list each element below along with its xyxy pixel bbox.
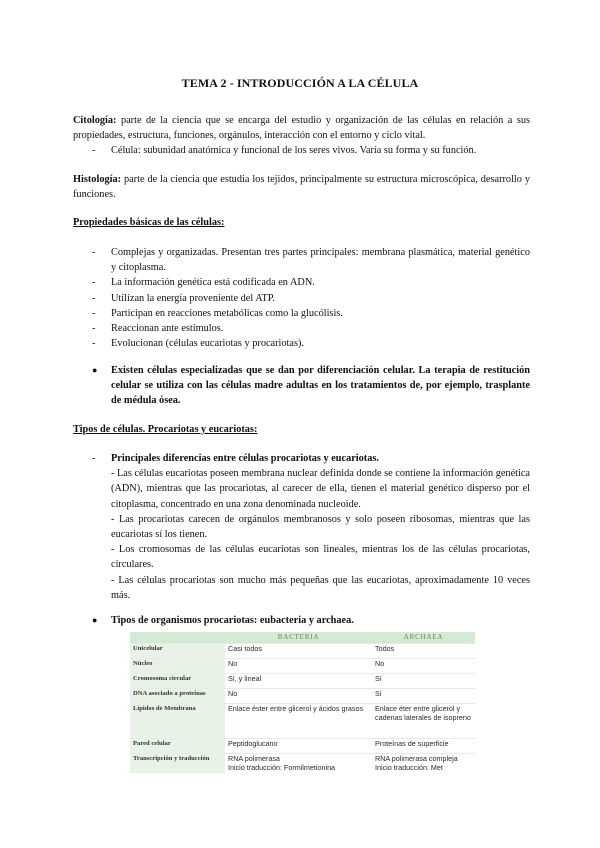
table-cell: No	[372, 659, 475, 674]
table-header-cell	[130, 632, 225, 644]
dash-marker: -	[92, 453, 96, 464]
table-cell: Enlace éter entre glicerol y cadenas laterales de isopreno	[372, 704, 475, 739]
histologia-paragraph	[73, 172, 530, 202]
propiedades-list	[73, 245, 530, 351]
row-label: Transcripción y traducción	[130, 754, 225, 774]
histologia-term: Histología:	[73, 174, 122, 185]
citologia-section	[73, 113, 530, 159]
list-item: - Las células eucariotas poseen membrana nuclear definida donde se contiene la información genética (ADN), mientras que las procariotas, al carecer de ella, tienen el material genético disperso por el citoplasma, concentrado en una zona denominada nucleoide.	[111, 468, 530, 510]
table-cell: No	[225, 689, 372, 704]
bullet-icon: ●	[92, 365, 98, 375]
propiedades-note	[73, 363, 530, 409]
citologia-sub-text: Célula: subunidad anatómica y funcional de los seres vivos. Varía su forma y su función.	[111, 145, 477, 157]
bullet-icon: ●	[92, 615, 98, 625]
table-cell: Sí, y lineal	[225, 674, 372, 689]
table-header-cell: BACTERIA	[225, 632, 372, 644]
list-item: - Evolucionan (células eucariotas y procariotas).	[92, 338, 304, 350]
tipos-differences	[73, 451, 530, 603]
table-cell: RNA polimerasa compleja Inicio traducción: Met	[372, 754, 475, 774]
table-row	[130, 644, 475, 659]
row-label: DNA asociado a proteínas	[130, 689, 225, 704]
page-title: TEMA 2 - INTRODUCCIÓN A LA CÉLULA	[181, 76, 419, 90]
table-row	[130, 689, 475, 704]
table-row	[130, 754, 475, 774]
list-item: - Las procariotas carecen de orgánulos membranosos y solo poseen ribosomas, mientras que las eucariotas sí los tienen.	[111, 513, 530, 541]
list-item: - Utilizan la energía proveniente del ATP.	[92, 292, 275, 304]
row-label: Núcleo	[130, 659, 225, 674]
list-item: - La información genética está codificada en ADN.	[92, 277, 315, 289]
tipos-subheading: Principales diferencias entre células procariotas y eucariotas.	[111, 453, 379, 464]
citologia-term: Citología:	[73, 115, 117, 126]
tipos-heading-block	[73, 422, 530, 437]
bullet-item	[92, 613, 530, 628]
row-label: Lípidos de Membrana	[130, 704, 225, 739]
table-row	[130, 659, 475, 674]
dash-marker: -	[92, 145, 96, 157]
list-item: - Las células procariotas son mucho más pequeñas que las eucariotas, aproximadamente 10 veces más.	[111, 574, 530, 601]
propiedades-heading-block	[73, 215, 530, 230]
table-cell: Sí	[372, 689, 475, 704]
list-item: - Los cromosomas de las células eucariotas son lineales, mientras los de las células procariotas, circulares.	[111, 544, 530, 571]
row-label: Unicelular	[130, 644, 225, 659]
list-item: - Participan en reacciones metabólicas como la glucólisis.	[92, 307, 343, 319]
tipos-subheading-item	[92, 451, 530, 466]
citologia-text: parte de la ciencia que se encarga del estudio y organización de las células en relación a sus propiedades, estructura, funciones, orgánulos, interacción con el entorno y ciclo vital.	[73, 115, 530, 142]
row-label: Pared celular	[130, 739, 225, 754]
table-cell: Casi todos	[225, 644, 372, 659]
citologia-paragraph	[73, 113, 530, 143]
bullet-item	[92, 363, 530, 409]
table-cell: Proteínas de superficie	[372, 739, 475, 754]
table-header-row	[130, 632, 475, 644]
row-label: Cromosoma circular	[130, 674, 225, 689]
histologia-text: parte de la ciencia que estudia los tejidos, principalmente su estructura microscópica, desarrollo y funciones.	[73, 174, 530, 201]
table-cell: Sí	[372, 674, 475, 689]
list-item: - Reaccionan ante estímulos.	[92, 323, 224, 335]
table-header-cell: ARCHAEA	[372, 632, 475, 644]
table-row	[130, 704, 475, 739]
tipos-heading: Tipos de células. Procariotas y eucariotas:	[73, 424, 258, 435]
propiedades-note-text: Existen células especializadas que se dan por diferenciación celular. La terapia de restitución celular se utiliza con las células madre adultas en los tratamientos de, por ejemplo, trasplante de médula ósea.	[111, 365, 530, 407]
tipos-points	[92, 466, 530, 603]
table-cell: No	[225, 659, 372, 674]
list-item: - Complejas y organizadas. Presentan tres partes principales: membrana plasmática, material genético y citoplasma.	[92, 247, 530, 274]
citologia-subitem	[92, 143, 530, 158]
table-cell: Enlace éster entre glicerol y ácidos grasos	[225, 704, 372, 739]
table-cell: Peptidoglucano	[225, 739, 372, 754]
table-row	[130, 739, 475, 754]
histologia-section	[73, 172, 530, 202]
propiedades-heading: Propiedades básicas de las células:	[73, 217, 225, 228]
table-cell: Todos	[372, 644, 475, 659]
organismos-heading: Tipos de organismos procariotas: eubacteria y archaea.	[111, 615, 354, 626]
table-row	[130, 674, 475, 689]
comparison-table	[130, 632, 475, 773]
organismos-block	[73, 613, 530, 628]
table-cell: RNA polimerasa Inicio traducción: Formilmetionina	[225, 754, 372, 774]
